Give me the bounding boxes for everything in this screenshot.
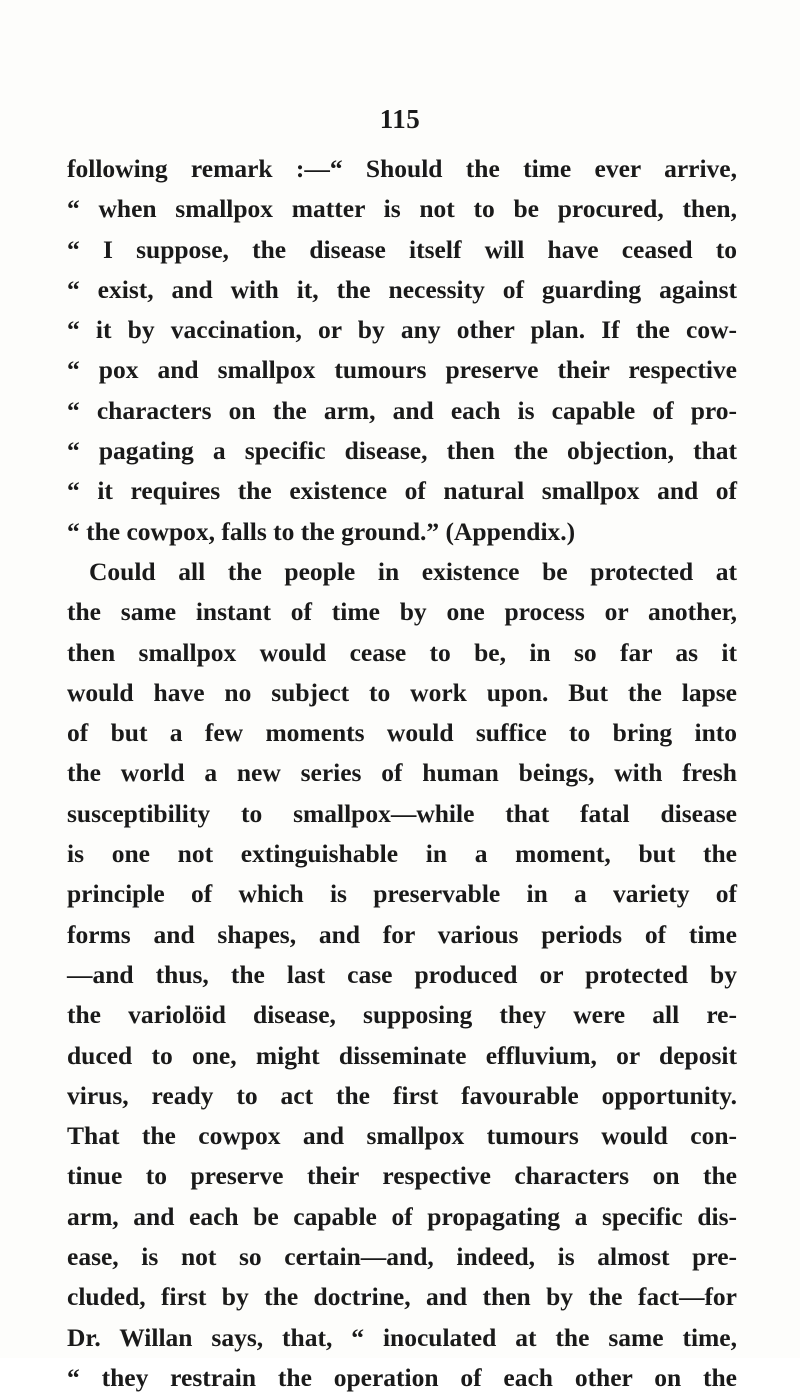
body-text: [67, 149, 737, 1398]
text-line: is one not extinguishable in a moment, but the: [67, 839, 737, 869]
text-line: “ when smallpox matter is not to be procured, then,: [67, 194, 737, 224]
text-line: Could all the people in existence be protected at: [89, 556, 737, 586]
text-line: susceptibility to smallpox—while that fatal disease: [67, 798, 737, 828]
text-line: arm, and each be capable of propagating a specific dis-: [67, 1201, 737, 1231]
text-line: then smallpox would cease to be, in so far as it: [67, 637, 737, 667]
text-line: “ it by vaccination, or by any other plan. If the cow-: [67, 315, 737, 345]
text-line: virus, ready to act the first favourable opportunity.: [67, 1080, 737, 1110]
text-line: of but a few moments would suffice to bring into: [67, 718, 737, 748]
text-line: “ it requires the existence of natural smallpox and of: [67, 476, 737, 506]
page-number: 115: [379, 104, 421, 134]
text-line: principle of which is preservable in a variety of: [67, 879, 737, 909]
text-line: the world a new series of human beings, with fresh: [67, 758, 737, 788]
text-line: —and thus, the last case produced or protected by: [67, 959, 737, 989]
text-line: Dr. Willan says, that, “ inoculated at the same time,: [67, 1322, 737, 1352]
text-line: tinue to preserve their respective characters on the: [67, 1161, 737, 1191]
text-line: “ they restrain the operation of each other on the: [67, 1362, 737, 1392]
text-line: forms and shapes, and for various periods of time: [67, 919, 737, 949]
text-line: “ pagating a specific disease, then the objection, that: [67, 436, 737, 466]
text-line: That the cowpox and smallpox tumours would con-: [67, 1121, 737, 1151]
text-line: would have no subject to work upon. But the lapse: [67, 677, 737, 707]
text-line: ease, is not so certain—and, indeed, is almost pre-: [67, 1242, 737, 1272]
text-line: following remark :—“ Should the time ever arrive,: [67, 154, 737, 183]
text-line: cluded, first by the doctrine, and then by the fact—for: [67, 1282, 737, 1312]
text-line: “ pox and smallpox tumours preserve their respective: [67, 355, 737, 385]
text-line: “ exist, and with it, the necessity of guarding against: [67, 274, 737, 304]
text-line: the variolöid disease, supposing they were all re-: [67, 1000, 737, 1030]
text-line: duced to one, might disseminate effluvium, or deposit: [67, 1040, 737, 1070]
text-line: the same instant of time by one process or another,: [67, 597, 737, 627]
text-line: “ I suppose, the disease itself will have ceased to: [67, 234, 737, 264]
text-line: “ the cowpox, falls to the ground.” (Appendix.): [67, 516, 576, 546]
text-line: “ characters on the arm, and each is capable of pro-: [67, 395, 737, 425]
